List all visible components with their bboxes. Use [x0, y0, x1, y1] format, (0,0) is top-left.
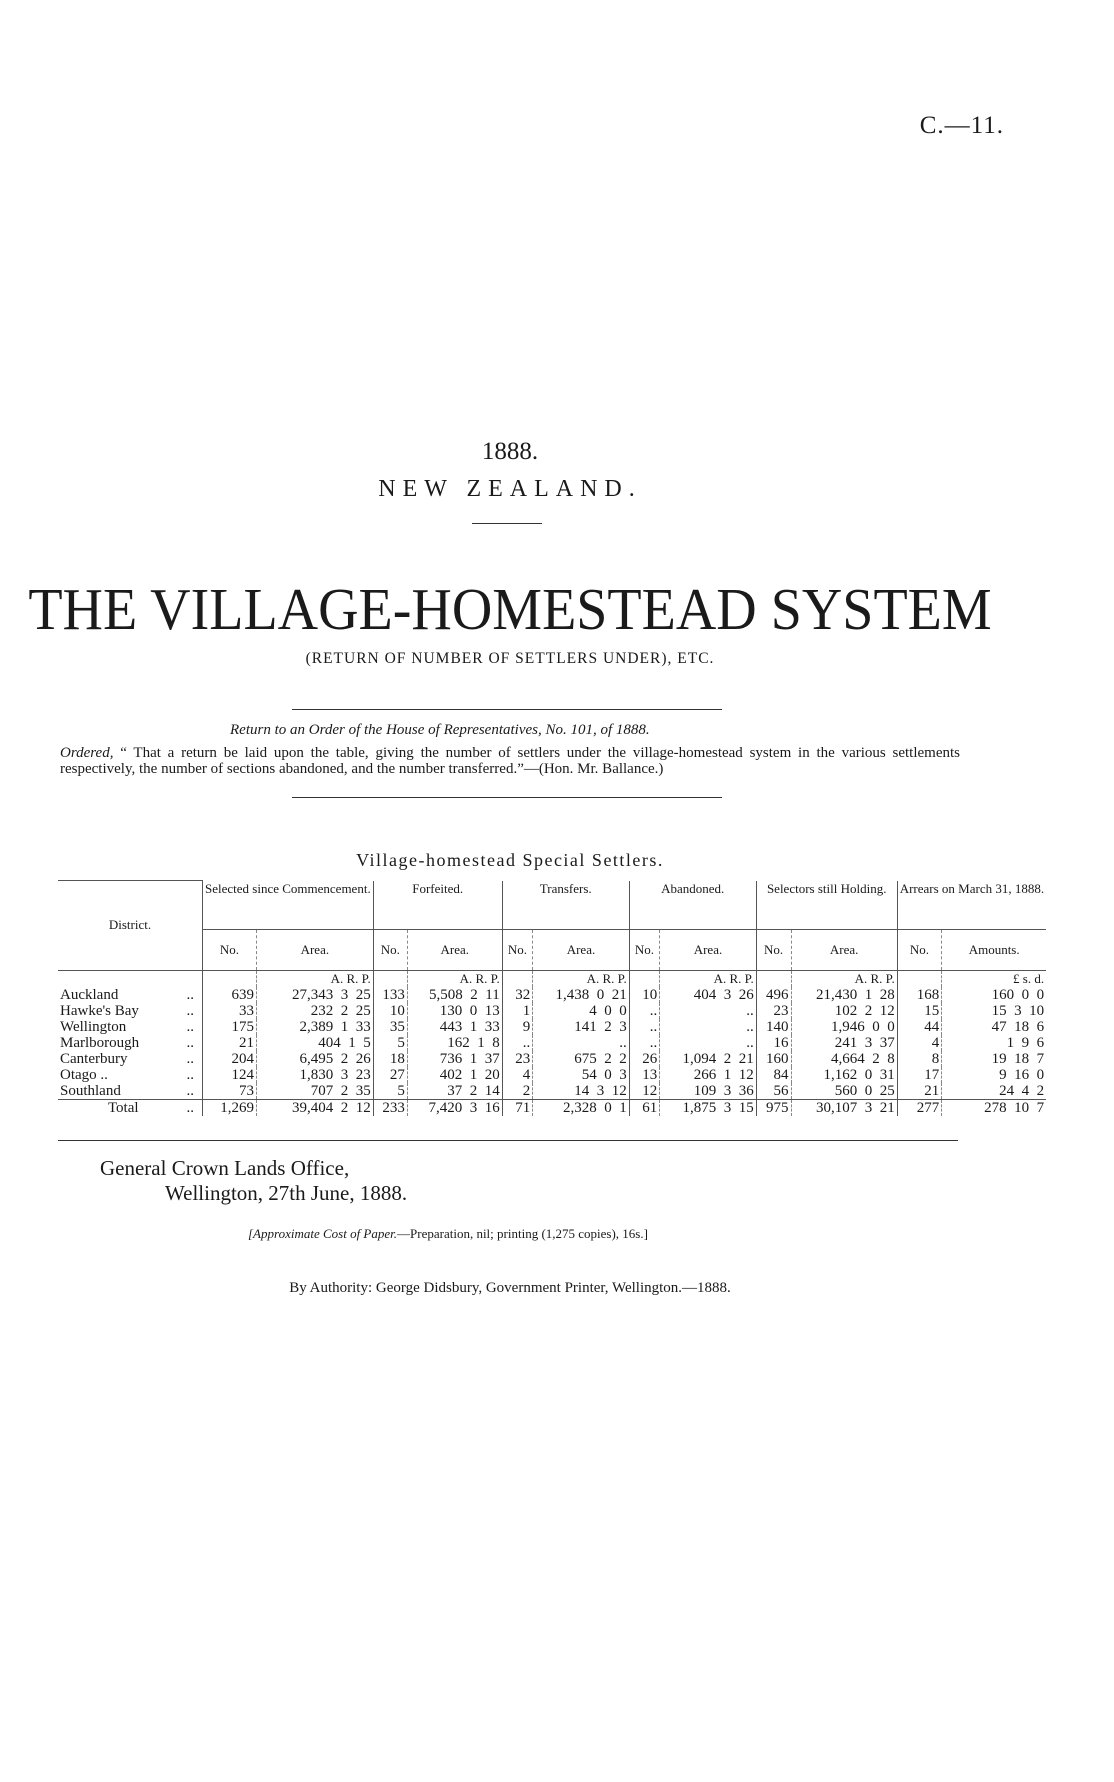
leader-dots: ..	[186, 1099, 194, 1116]
count-cell: 10	[629, 987, 660, 1003]
divider	[58, 1140, 958, 1141]
order-body: “ That a return be laid upon the table, giving the number of settlers under the village-homestead system in the various settlements respectively, the number of sections abandoned, and the number transferred.”—(Hon. Mr. Ballance.)	[60, 745, 960, 777]
area-cell: 54 0 3	[533, 1067, 629, 1083]
district-cell	[58, 1067, 203, 1083]
divider	[292, 709, 722, 710]
area-cell: 141 2 3	[533, 1019, 629, 1035]
count-cell: 140	[756, 1019, 791, 1035]
divider	[472, 523, 542, 524]
area-cell: 1,162 0 31	[791, 1067, 897, 1083]
area-cell: ..	[660, 1019, 756, 1035]
area-cell: 278 10 7	[942, 1099, 1046, 1116]
count-cell: 12	[629, 1083, 660, 1100]
area-cell: 4,664 2 8	[791, 1051, 897, 1067]
order-line: Return to an Order of the House of Representatives, No. 101, of 1888.	[230, 722, 650, 738]
count-cell: 124	[203, 1067, 257, 1083]
country-heading: NEW ZEALAND.	[378, 476, 642, 502]
area-cell: 6,495 2 26	[256, 1051, 373, 1067]
count-cell: 71	[502, 1099, 533, 1116]
district-header: District.	[58, 881, 203, 971]
count-cell: 61	[629, 1099, 660, 1116]
count-cell: 4	[502, 1067, 533, 1083]
subtitle: (RETURN OF NUMBER OF SETTLERS UNDER), ETC.	[305, 650, 715, 667]
area-cell: 1,875 3 15	[660, 1099, 756, 1116]
area-cell: 736 1 37	[407, 1051, 502, 1067]
count-cell: 133	[373, 987, 407, 1003]
area-cell: 130 0 13	[407, 1003, 502, 1019]
area-cell: 707 2 35	[256, 1083, 373, 1100]
cost-text: —Preparation, nil; printing (1,275 copies), 16s.]	[397, 1226, 648, 1241]
group-header: Selected since Commencement.	[203, 881, 374, 930]
district-cell	[58, 1003, 203, 1019]
area-cell: 443 1 33	[407, 1019, 502, 1035]
count-cell: 496	[756, 987, 791, 1003]
count-cell: 13	[629, 1067, 660, 1083]
area-cell: 404 1 5	[256, 1035, 373, 1051]
count-cell: ..	[629, 1003, 660, 1019]
area-units: A. R. P.	[533, 970, 629, 987]
leader-dots: ..	[186, 1066, 194, 1083]
district-cell	[58, 987, 203, 1003]
footer-office: General Crown Lands Office,	[100, 1156, 350, 1180]
area-cell: 2,328 0 1	[533, 1099, 629, 1116]
page-title: THE VILLAGE-HOMESTEAD SYSTEM	[28, 577, 992, 643]
col-amounts: Amounts.	[942, 929, 1046, 970]
count-cell: 21	[203, 1035, 257, 1051]
leader-dots: ..	[186, 1002, 194, 1019]
area-cell: 15 3 10	[942, 1003, 1046, 1019]
area-cell: 37 2 14	[407, 1083, 502, 1100]
document-reference: C.—11.	[919, 112, 1004, 139]
count-cell: 56	[756, 1083, 791, 1100]
count-cell: 4	[897, 1035, 942, 1051]
group-header: Transfers.	[502, 881, 629, 930]
col-area: Area.	[791, 929, 897, 970]
col-no: No.	[502, 929, 533, 970]
area-cell: 47 18 6	[942, 1019, 1046, 1035]
count-cell: ..	[629, 1019, 660, 1035]
area-cell: 266 1 12	[660, 1067, 756, 1083]
col-area: Area.	[533, 929, 629, 970]
count-cell: 15	[897, 1003, 942, 1019]
area-cell: 24 4 2	[942, 1083, 1046, 1100]
col-area: Area.	[660, 929, 756, 970]
area-cell: 241 3 37	[791, 1035, 897, 1051]
district-cell	[58, 1035, 203, 1051]
area-units: A. R. P.	[256, 970, 373, 987]
table-row	[58, 1035, 1046, 1051]
money-units: £ s. d.	[942, 970, 1046, 987]
district-name: Southland	[60, 1082, 121, 1099]
count-cell: 160	[756, 1051, 791, 1067]
count-cell: 204	[203, 1051, 257, 1067]
count-cell: 10	[373, 1003, 407, 1019]
col-no: No.	[756, 929, 791, 970]
settlers-table	[58, 880, 1046, 1116]
district-cell	[58, 1019, 203, 1035]
count-cell: 84	[756, 1067, 791, 1083]
district-name: Marlborough	[60, 1034, 140, 1051]
area-cell: 4 0 0	[533, 1003, 629, 1019]
col-no: No.	[203, 929, 257, 970]
area-cell: 21,430 1 28	[791, 987, 897, 1003]
count-cell: 21	[897, 1083, 942, 1100]
area-cell: 39,404 2 12	[256, 1099, 373, 1116]
district-name: Otago ..	[60, 1066, 108, 1083]
district-name: Wellington	[60, 1018, 127, 1035]
leader-dots: ..	[186, 986, 194, 1003]
district-cell	[58, 1083, 203, 1100]
col-no: No.	[629, 929, 660, 970]
col-no: No.	[897, 929, 942, 970]
printer-authority: By Authority: George Didsbury, Government Printer, Wellington.—1888.	[289, 1280, 731, 1296]
area-cell: ..	[660, 1003, 756, 1019]
table-row	[58, 1019, 1046, 1035]
count-cell: 26	[629, 1051, 660, 1067]
cost-label: [Approximate Cost of Paper.	[248, 1226, 398, 1241]
count-cell: 233	[373, 1099, 407, 1116]
count-cell: 17	[897, 1067, 942, 1083]
area-units: A. R. P.	[791, 970, 897, 987]
area-cell: 1 9 6	[942, 1035, 1046, 1051]
count-cell: 16	[756, 1035, 791, 1051]
area-cell: 232 2 25	[256, 1003, 373, 1019]
group-header: Selectors still Holding.	[756, 881, 897, 930]
col-no: No.	[373, 929, 407, 970]
area-cell: ..	[660, 1035, 756, 1051]
cost-note	[248, 1226, 648, 1242]
district-cell	[58, 1051, 203, 1067]
total-row	[58, 1099, 1046, 1116]
leader-dots: ..	[186, 1082, 194, 1099]
count-cell: 1	[502, 1003, 533, 1019]
order-prefix: Ordered,	[60, 745, 114, 761]
table-row	[58, 1051, 1046, 1067]
count-cell: 277	[897, 1099, 942, 1116]
count-cell: 18	[373, 1051, 407, 1067]
divider	[292, 797, 722, 798]
footer-place-date: Wellington, 27th June, 1888.	[165, 1181, 408, 1205]
table-row	[58, 1003, 1046, 1019]
area-cell: 404 3 26	[660, 987, 756, 1003]
area-cell: 675 2 2	[533, 1051, 629, 1067]
district-cell	[58, 1099, 203, 1116]
leader-dots: ..	[186, 1034, 194, 1051]
district-name: Canterbury	[60, 1050, 128, 1067]
area-cell: 2,389 1 33	[256, 1019, 373, 1035]
leader-dots: ..	[186, 1018, 194, 1035]
area-cell: 1,830 3 23	[256, 1067, 373, 1083]
area-cell: 5,508 2 11	[407, 987, 502, 1003]
count-cell: 1,269	[203, 1099, 257, 1116]
count-cell: 23	[756, 1003, 791, 1019]
group-header: Abandoned.	[629, 881, 756, 930]
area-units: A. R. P.	[407, 970, 502, 987]
area-cell: 102 2 12	[791, 1003, 897, 1019]
table-heading: Village-homestead Special Settlers.	[356, 850, 664, 870]
district-name: Total	[107, 1099, 139, 1116]
table-row	[58, 1083, 1046, 1100]
area-cell: 30,107 3 21	[791, 1099, 897, 1116]
count-cell: 5	[373, 1083, 407, 1100]
col-area: Area.	[256, 929, 373, 970]
group-header: Arrears on March 31, 1888.	[897, 881, 1046, 930]
area-cell: 9 16 0	[942, 1067, 1046, 1083]
area-cell: ..	[533, 1035, 629, 1051]
district-name: Hawke's Bay	[60, 1002, 139, 1019]
area-cell: 160 0 0	[942, 987, 1046, 1003]
area-cell: 402 1 20	[407, 1067, 502, 1083]
area-cell: 7,420 3 16	[407, 1099, 502, 1116]
count-cell: 975	[756, 1099, 791, 1116]
count-cell: 5	[373, 1035, 407, 1051]
count-cell: 639	[203, 987, 257, 1003]
area-cell: 109 3 36	[660, 1083, 756, 1100]
area-cell: 1,094 2 21	[660, 1051, 756, 1067]
district-name: Auckland	[60, 986, 119, 1003]
area-cell: 1,946 0 0	[791, 1019, 897, 1035]
area-cell: 162 1 8	[407, 1035, 502, 1051]
count-cell: 8	[897, 1051, 942, 1067]
area-cell: 14 3 12	[533, 1083, 629, 1100]
group-header: Forfeited.	[373, 881, 502, 930]
count-cell: 23	[502, 1051, 533, 1067]
count-cell: 27	[373, 1067, 407, 1083]
count-cell: ..	[629, 1035, 660, 1051]
order-text	[60, 745, 960, 777]
area-units: A. R. P.	[660, 970, 756, 987]
count-cell: 9	[502, 1019, 533, 1035]
count-cell: 44	[897, 1019, 942, 1035]
count-cell: 2	[502, 1083, 533, 1100]
count-cell: 33	[203, 1003, 257, 1019]
count-cell: 35	[373, 1019, 407, 1035]
area-cell: 19 18 7	[942, 1051, 1046, 1067]
year: 1888.	[481, 438, 539, 465]
count-cell: 168	[897, 987, 942, 1003]
table-row	[58, 1067, 1046, 1083]
leader-dots: ..	[186, 1050, 194, 1067]
area-cell: 27,343 3 25	[256, 987, 373, 1003]
count-cell: 175	[203, 1019, 257, 1035]
count-cell: 32	[502, 987, 533, 1003]
col-area: Area.	[407, 929, 502, 970]
area-cell: 560 0 25	[791, 1083, 897, 1100]
area-cell: 1,438 0 21	[533, 987, 629, 1003]
table-row	[58, 987, 1046, 1003]
count-cell: ..	[502, 1035, 533, 1051]
count-cell: 73	[203, 1083, 257, 1100]
